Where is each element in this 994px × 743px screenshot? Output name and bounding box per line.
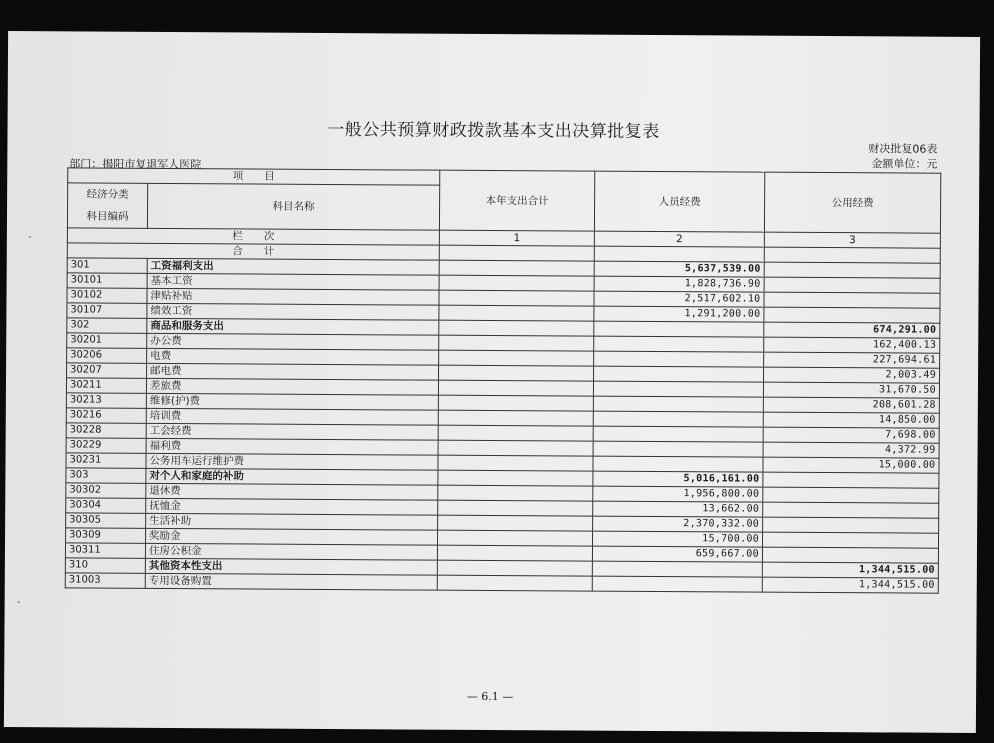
row-subject-name: 培训费	[146, 408, 438, 425]
row-code: 30304	[66, 498, 146, 513]
row-code: 303	[66, 468, 146, 483]
row-total	[438, 455, 593, 471]
row-total	[439, 260, 594, 276]
row-code: 30102	[67, 288, 147, 303]
row-total	[439, 290, 594, 306]
row-subject-name: 福利费	[146, 438, 438, 455]
page-number: — 6.1 —	[466, 689, 514, 704]
row-public: 227,694.61	[764, 352, 940, 368]
row-personnel	[594, 321, 764, 337]
row-public	[763, 502, 939, 518]
row-subject-name: 专用设备购置	[145, 573, 437, 590]
row-public: 14,850.00	[763, 412, 939, 428]
row-subject-name: 其他资本性支出	[145, 558, 437, 575]
row-personnel	[594, 336, 764, 352]
row-code: 310	[65, 558, 145, 573]
row-total	[438, 515, 593, 531]
row-public	[764, 292, 940, 308]
row-personnel: 2,370,332.00	[593, 516, 763, 532]
row-public	[763, 472, 939, 488]
row-public: 1,344,515.00	[762, 562, 938, 578]
row-public: 1,344,515.00	[762, 577, 938, 593]
header-public: 公用经费	[764, 172, 940, 233]
row-personnel: 5,637,539.00	[594, 261, 764, 277]
row-total	[438, 500, 593, 516]
row-code: 30305	[66, 513, 146, 528]
paper-sheet	[4, 31, 980, 733]
row-subject-name: 工会经费	[146, 423, 438, 440]
row-public	[763, 517, 939, 533]
row-personnel	[593, 381, 763, 397]
row-personnel: 5,016,161.00	[593, 471, 763, 487]
sum-total	[439, 245, 594, 261]
row-code: 30101	[67, 273, 147, 288]
row-total	[439, 365, 594, 381]
row-public: 4,372.99	[763, 442, 939, 458]
row-subject-name: 津贴补贴	[147, 288, 439, 305]
row-total	[439, 275, 594, 291]
row-subject-name: 生活补助	[146, 513, 438, 530]
row-subject-name: 电费	[147, 348, 439, 365]
header-econ-class: 经济分类	[68, 183, 148, 206]
row-public	[763, 487, 939, 503]
row-public: 31,670.50	[763, 382, 939, 398]
header-subject-name: 科目名称	[147, 183, 439, 230]
row-code: 30201	[67, 333, 147, 348]
row-subject-name: 基本工资	[147, 273, 439, 290]
row-code: 30231	[66, 453, 146, 468]
row-subject-name: 工资福利支出	[147, 258, 439, 275]
row-personnel: 13,662.00	[593, 501, 763, 517]
row-total	[438, 440, 593, 456]
row-public: 674,291.00	[764, 322, 940, 338]
row-personnel: 1,956,800.00	[593, 486, 763, 502]
row-personnel: 15,700.00	[592, 531, 762, 547]
row-public: 2,003.49	[764, 367, 940, 383]
sum-public	[764, 247, 940, 263]
row-personnel	[593, 441, 763, 457]
row-code: 30309	[66, 528, 146, 543]
paper-speck	[18, 601, 20, 603]
row-code: 30228	[66, 423, 146, 438]
row-subject-name: 奖励金	[146, 528, 438, 545]
row-subject-name: 对个人和家庭的补助	[146, 468, 438, 485]
row-personnel	[592, 576, 762, 592]
row-subject-name: 住房公积金	[145, 543, 437, 560]
row-total	[439, 305, 594, 321]
header-col3: 3	[764, 232, 940, 248]
header-column-label: 栏 次	[67, 228, 439, 245]
row-personnel	[594, 351, 764, 367]
paper-speck	[29, 236, 31, 238]
department-label: 部门：揭阳市复退军人医院	[69, 157, 202, 172]
row-personnel: 1,828,736.90	[594, 276, 764, 292]
row-code: 31003	[65, 573, 145, 588]
header-total: 本年支出合计	[439, 170, 594, 231]
row-total	[438, 380, 593, 396]
row-total	[438, 530, 593, 546]
row-total	[438, 425, 593, 441]
row-total	[438, 395, 593, 411]
row-public	[764, 307, 940, 323]
row-personnel	[593, 411, 763, 427]
row-code: 302	[67, 318, 147, 333]
row-total	[439, 350, 594, 366]
row-code: 30207	[67, 363, 147, 378]
row-subject-name: 商品和服务支出	[147, 318, 439, 335]
row-personnel: 659,667.00	[592, 546, 762, 562]
header-personnel: 人员经费	[594, 171, 764, 232]
row-personnel	[593, 396, 763, 412]
row-code: 30302	[66, 483, 146, 498]
row-personnel	[592, 561, 762, 577]
row-public	[764, 262, 940, 278]
header-col2: 2	[594, 231, 764, 247]
header-col1: 1	[439, 230, 594, 246]
row-code: 301	[67, 258, 147, 273]
header-subject-code: 科目编码	[67, 205, 147, 228]
row-code: 30311	[65, 543, 145, 558]
row-code: 30206	[67, 348, 147, 363]
row-code: 30229	[66, 438, 146, 453]
row-code: 30211	[66, 378, 146, 393]
row-total	[438, 470, 593, 486]
form-number: 财决批复06表	[868, 142, 938, 156]
header-item: 项 目	[68, 168, 440, 185]
row-total	[439, 320, 594, 336]
row-personnel	[593, 426, 763, 442]
sum-personnel	[594, 246, 764, 262]
row-personnel: 2,517,602.10	[594, 291, 764, 307]
amount-unit: 金额单位：元	[871, 157, 938, 171]
row-total	[439, 335, 594, 351]
row-subject-name: 退休费	[146, 483, 438, 500]
row-total	[437, 575, 592, 591]
row-personnel	[593, 456, 763, 472]
row-total	[438, 410, 593, 426]
row-total	[437, 545, 592, 561]
row-code: 30107	[67, 303, 147, 318]
row-public	[762, 532, 938, 548]
row-code: 30216	[66, 408, 146, 423]
row-subject-name: 差旅费	[146, 378, 438, 395]
row-total	[437, 560, 592, 576]
row-subject-name: 公务用车运行维护费	[146, 453, 438, 470]
row-public: 15,000.00	[763, 457, 939, 473]
row-public: 7,698.00	[763, 427, 939, 443]
report-title: 一般公共预算财政拨款基本支出决算批复表	[327, 119, 660, 143]
row-subject-name: 绩效工资	[147, 303, 439, 320]
row-public: 208,601.28	[763, 397, 939, 413]
sum-label: 合 计	[67, 243, 439, 260]
row-subject-name: 邮电费	[147, 363, 439, 380]
row-subject-name: 办公费	[147, 333, 439, 350]
row-public	[764, 277, 940, 293]
row-total	[438, 485, 593, 501]
row-personnel	[594, 366, 764, 382]
row-subject-name: 维修(护)费	[146, 393, 438, 410]
row-public	[762, 547, 938, 563]
budget-table	[65, 167, 942, 593]
row-code: 30213	[66, 393, 146, 408]
row-subject-name: 抚恤金	[146, 498, 438, 515]
row-personnel: 1,291,200.00	[594, 306, 764, 322]
row-public: 162,400.13	[764, 337, 940, 353]
